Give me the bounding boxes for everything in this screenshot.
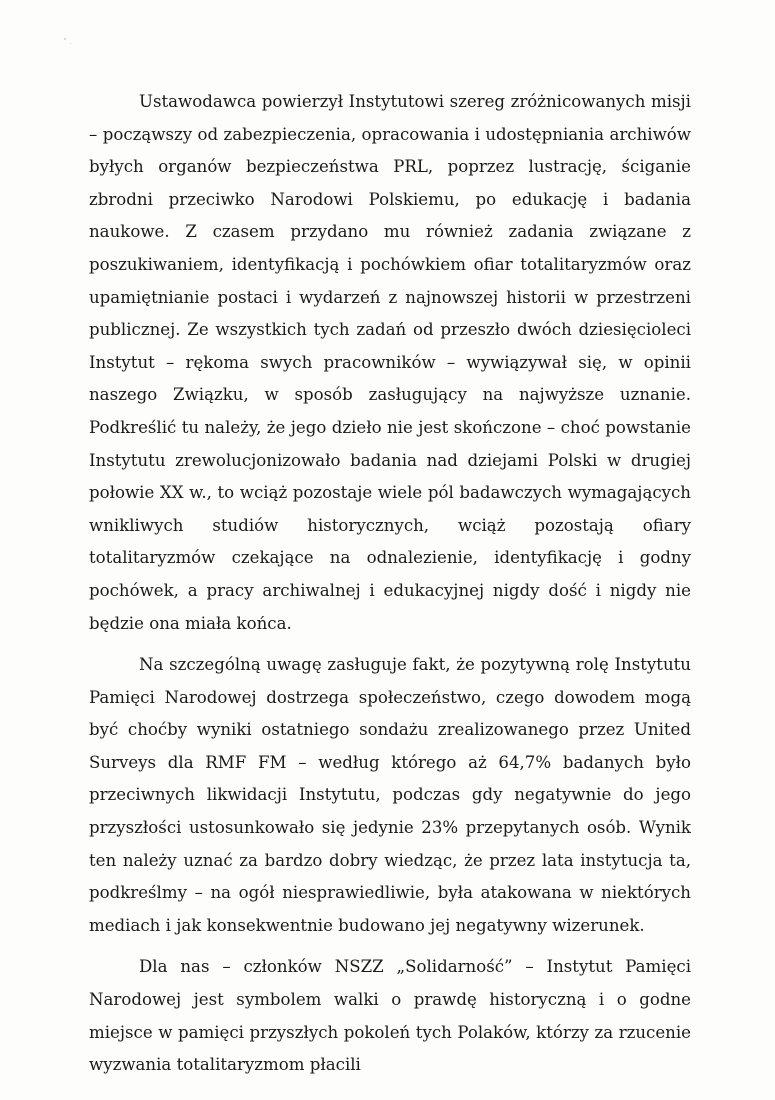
document-body	[89, 86, 691, 1082]
scan-speck	[64, 38, 66, 40]
paragraph-2: Na szczególną uwagę zasługuje fakt, że pozytywną rolę Instytutu Pamięci Narodowej dostrzega społeczeństwo, czego dowodem mogą być choćby wyniki ostatniego sondażu zrealizowanego przez United Surveys dla RMF FM – według którego aż 64,7% badanych było przeciwnych likwidacji Instytutu, podczas gdy negatywnie do jego przyszłości ustosunkowało się jedynie 23% przepytanych osób. Wynik ten należy uznać za bardzo dobry wiedząc, że przez lata instytucja ta, podkreślmy – na ogół niesprawiedliwie, była atakowana w niektórych mediach i jak konsekwentnie budowano jej negatywny wizerunek.	[89, 655, 691, 935]
paragraph-1: Ustawodawca powierzył Instytutowi szereg zróżnicowanych misji – począwszy od zabezpieczenia, opracowania i udostępniania archiwów byłych organów bezpieczeństwa PRL, poprzez lustrację, ściganie zbrodni przeciwko Narodowi Polskiemu, po edukację i badania naukowe. Z czasem przydano mu również zadania związane z poszukiwaniem, identyfikacją i pochówkiem ofiar totalitaryzmów oraz upamiętnianie postaci i wydarzeń z najnowszej historii w przestrzeni publicznej. Ze wszystkich tych zadań od przeszło dwóch dziesięcioleci Instytut – rękoma swych pracowników – wywiązywał się, w opinii naszego Związku, w sposób zasługujący na najwyższe uznanie. Podkreślić tu należy, że jego dzieło nie jest skończone – choć powstanie Instytutu zrewolucjonizowało badania nad dziejami Polski w drugiej połowie XX w., to wciąż pozostaje wiele pól badawczych wymagających wnikliwych studiów historycznych, wciąż pozostają ofiary totalitaryzmów czekające na odnalezienie, identyfikację i godny pochówek, a pracy archiwalnej i edukacyjnej nigdy dość i nigdy nie będzie ona miała końca.	[89, 92, 691, 633]
scan-speck	[70, 43, 71, 44]
paragraph-3: Dla nas – członków NSZZ „Solidarność” – Instytut Pamięci Narodowej jest symbolem walki o prawdę historyczną i o godne miejsce w pamięci przyszłych pokoleń tych Polaków, którzy za rzucenie wyzwania totalitaryzmom płacili	[89, 957, 691, 1075]
